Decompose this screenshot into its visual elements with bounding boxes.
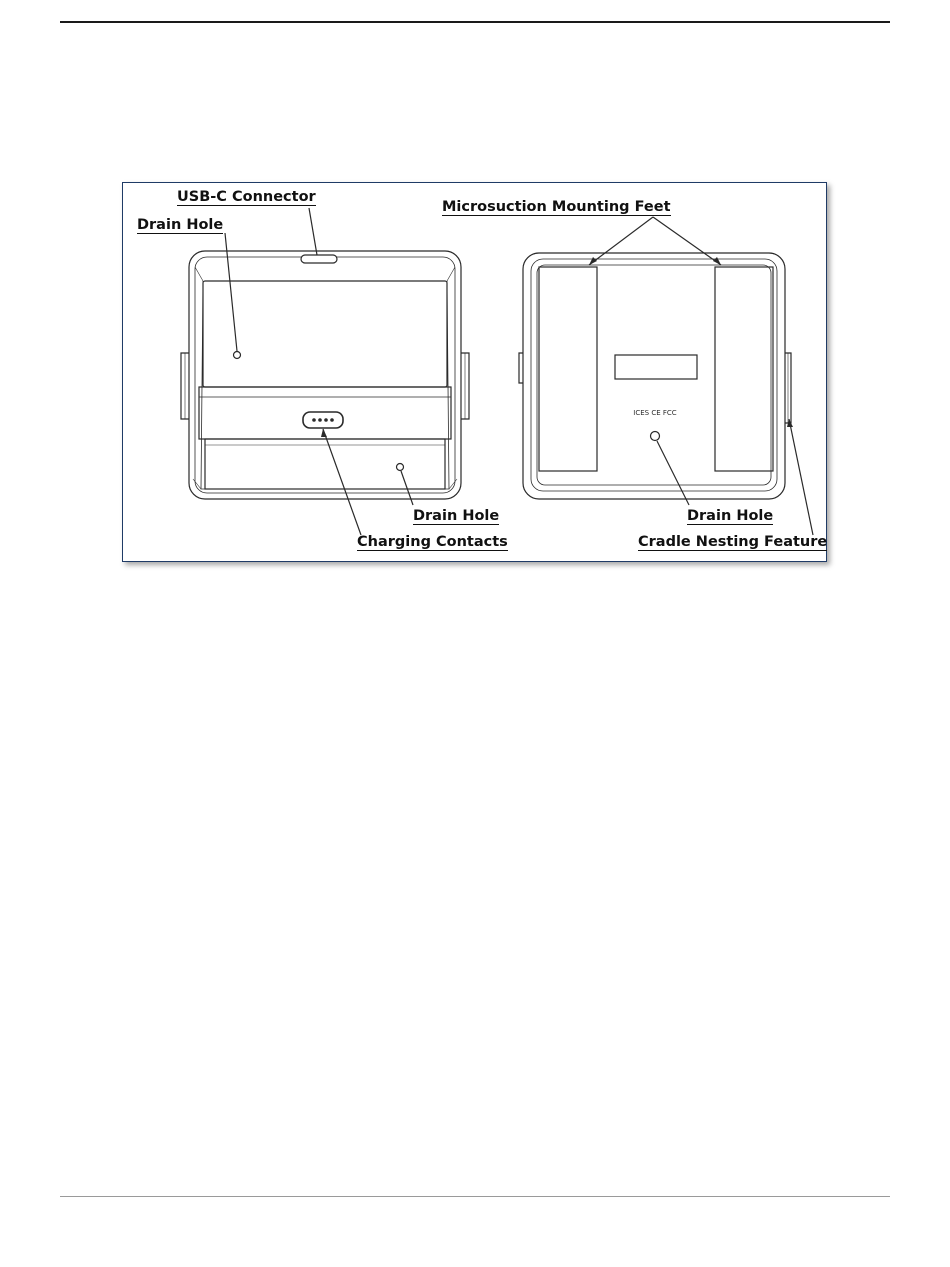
usb-c-port (301, 255, 337, 263)
leader-feet-left (589, 217, 653, 265)
drain-hole-marker (651, 432, 660, 441)
charging-contacts-shape (303, 412, 343, 428)
drain-hole-marker (234, 352, 241, 359)
product-drawing-figure (122, 182, 827, 562)
header-rule (60, 21, 890, 23)
mounting-foot-left (539, 267, 597, 471)
leader-drain-hole-front (401, 471, 413, 505)
microsuction-mounting-feet-callout: Microsuction Mounting Feet (442, 199, 671, 215)
line-drawing (123, 183, 826, 561)
leader-usb-c (309, 208, 317, 255)
leader-feet-right (653, 217, 721, 265)
footer-rule (60, 1196, 890, 1197)
drain-hole-marker (397, 464, 404, 471)
leader-drain-hole-back (657, 441, 689, 505)
drain-hole-back-callout: Drain Hole (687, 508, 774, 524)
label-plate (615, 355, 697, 379)
mounting-foot-right (715, 267, 773, 471)
cradle-front-view (181, 251, 469, 499)
leader-cradle-nesting (789, 419, 813, 535)
drain-hole-top-callout: Drain Hole (137, 217, 224, 233)
cradle-nesting-feature-callout: Cradle Nesting Feature (638, 534, 828, 550)
device-back-view (519, 253, 791, 499)
charging-contacts-callout: Charging Contacts (357, 534, 508, 550)
usb-c-connector-callout: USB-C Connector (177, 189, 316, 205)
drain-hole-front-callout: Drain Hole (413, 508, 500, 524)
regulatory-marks: ICES CE FCC (633, 409, 677, 417)
